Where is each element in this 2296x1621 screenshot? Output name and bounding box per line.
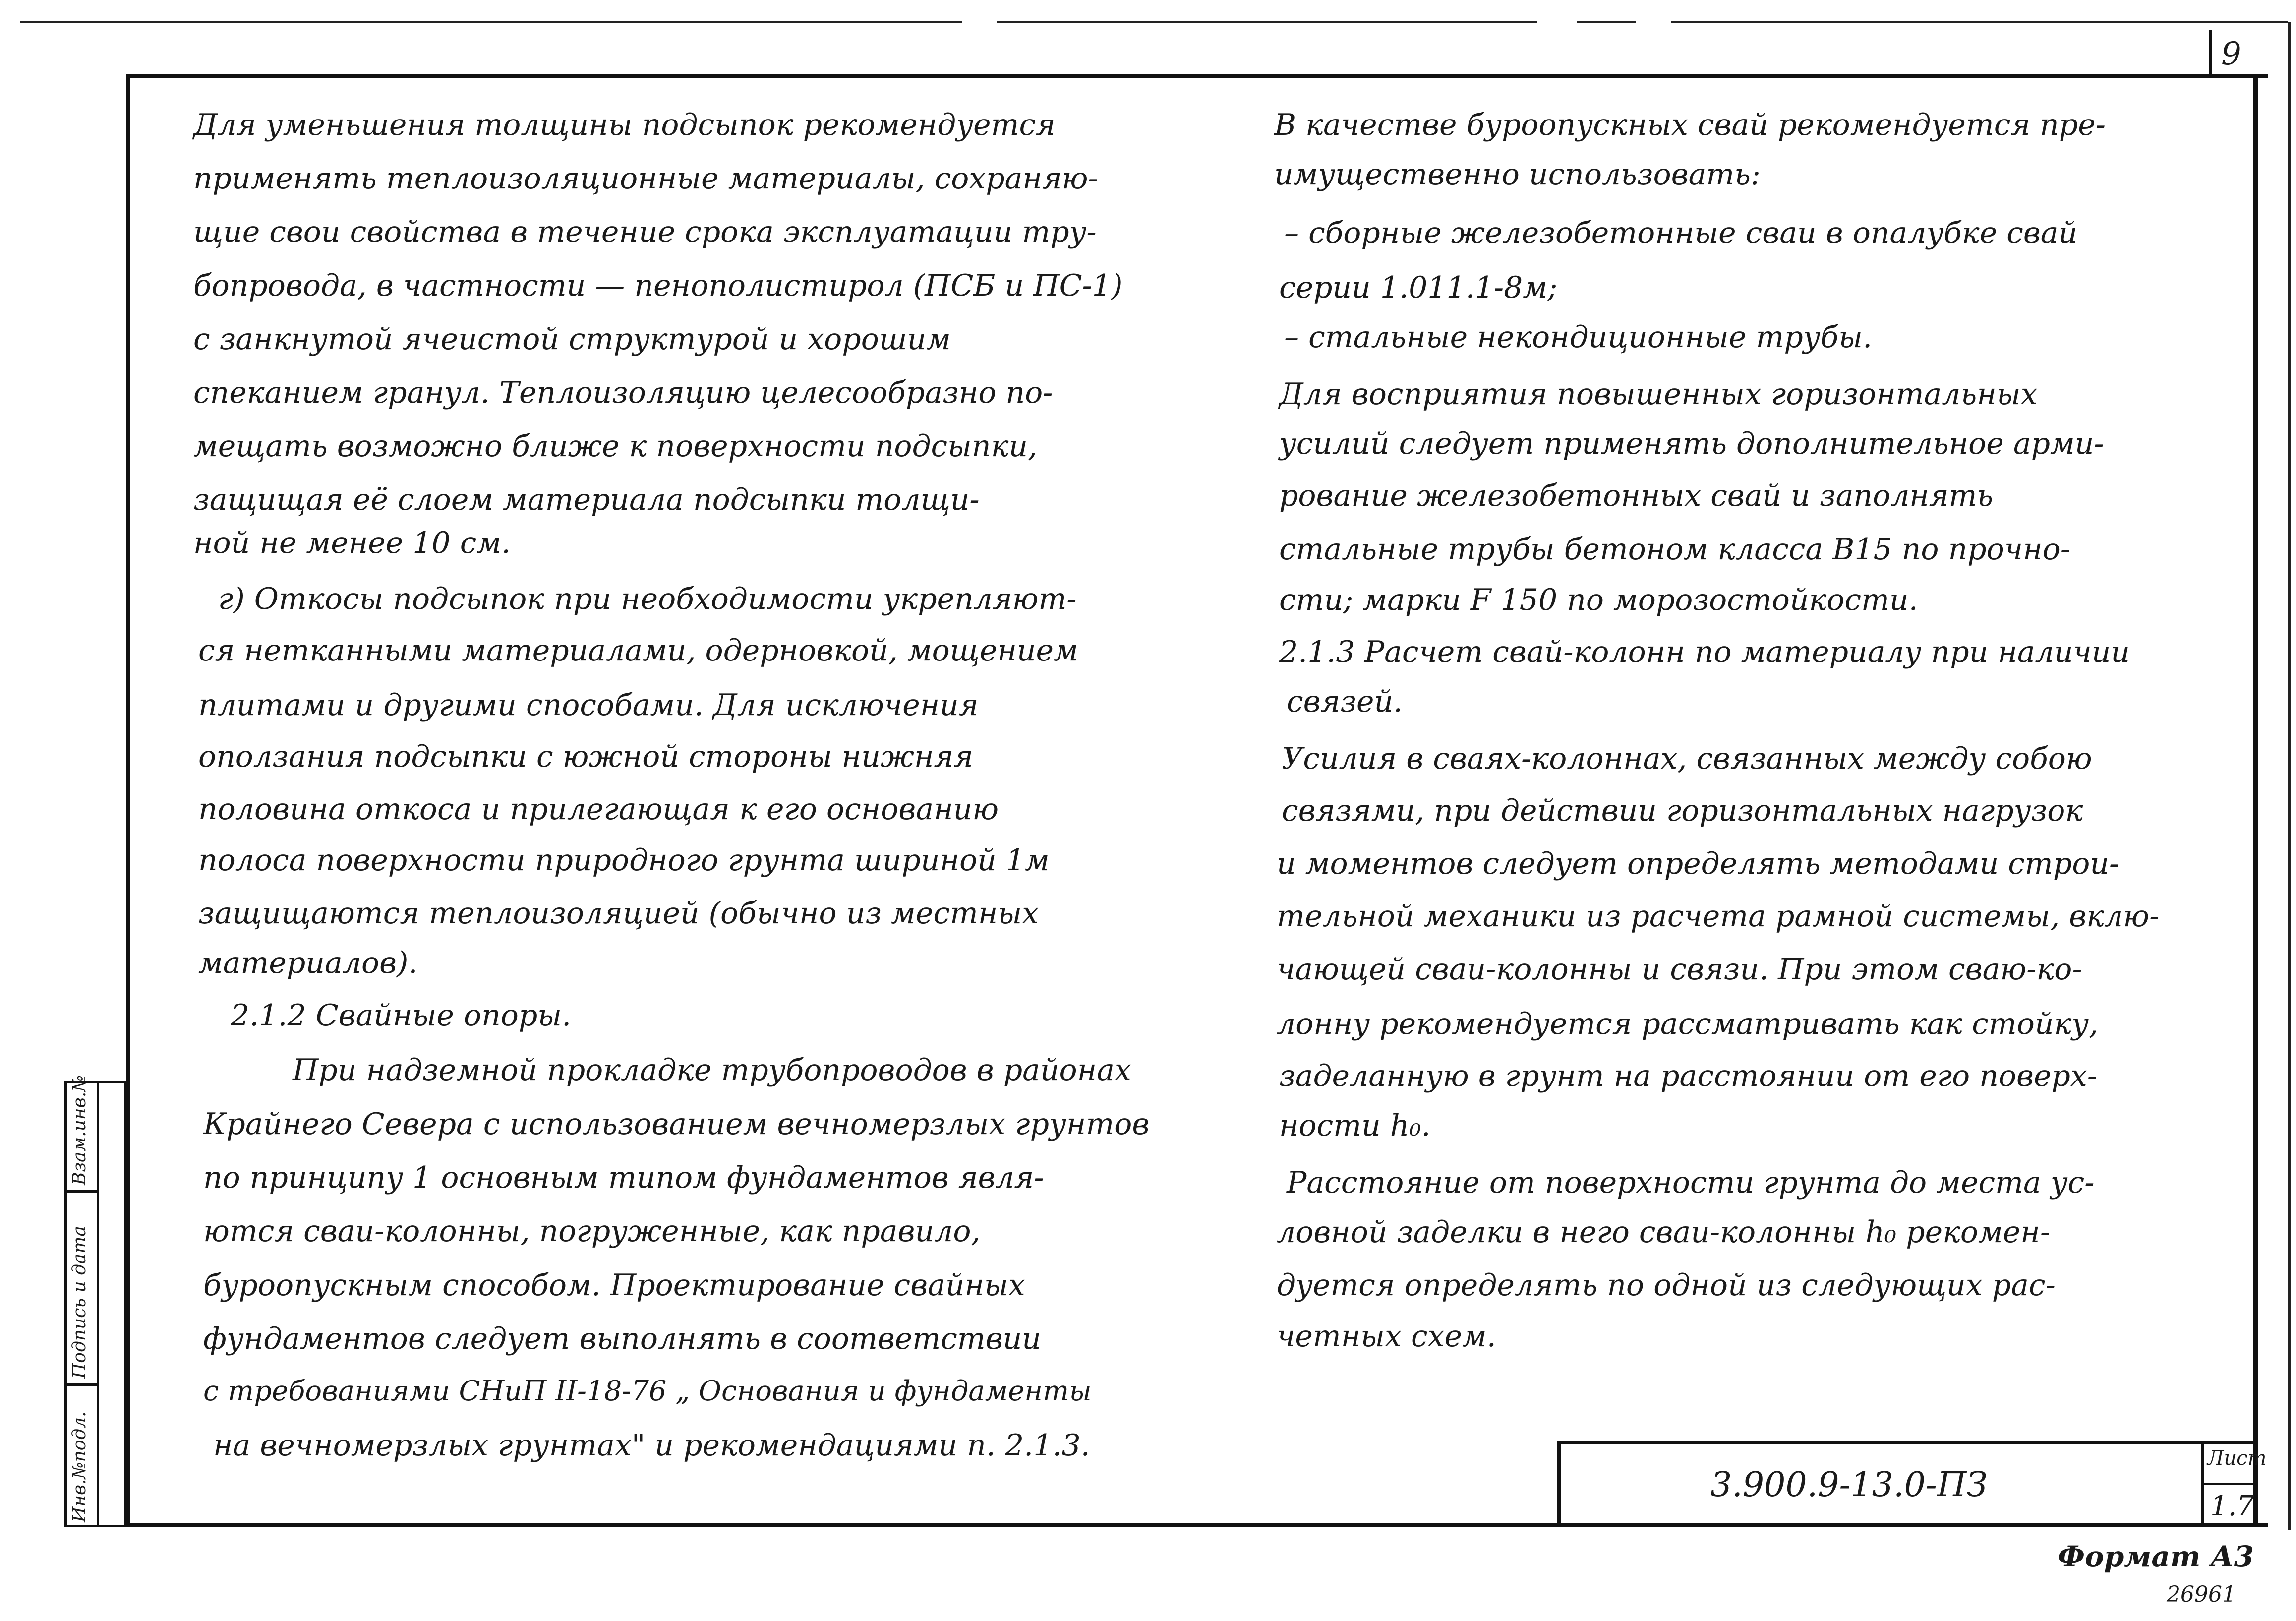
text-line: связями, при действии горизонтальных нагрузок: [1282, 793, 2083, 828]
text-line: фундаментов следует выполнять в соответствии: [203, 1321, 1041, 1356]
stamp-divider: [64, 1190, 99, 1193]
stamp-label: Подпись и дата: [69, 1226, 90, 1379]
drawing-frame-right: [2253, 74, 2258, 1527]
text-line: щие свои свойства в течение срока эксплуатации тру-: [193, 215, 1097, 249]
title-block-divider: [2201, 1483, 2256, 1485]
stamp-divider: [64, 1383, 99, 1386]
section-heading: 2.1.2 Свайные опоры.: [231, 998, 572, 1033]
text-line: сти; марки F 150 по морозостойкости.: [1279, 583, 1918, 617]
document-code: 3.900.9-13.0-ПЗ: [1710, 1465, 1988, 1504]
text-line: защищая её слоем материала подсыпки толщи-: [193, 482, 980, 517]
text-line: При надземной прокладке трубопроводов в районах: [293, 1053, 1131, 1087]
text-line: спеканием гранул. Теплоизоляцию целесообразно по-: [193, 375, 1053, 410]
text-line: заделанную в грунт на расстоянии от его поверх-: [1279, 1059, 2097, 1093]
text-line: чающей сваи-колонны и связи. При этом сваю-ко-: [1277, 952, 2082, 987]
text-line: лонну рекомендуется рассматривать как стойку,: [1277, 1007, 2099, 1041]
text-line: Расстояние от поверхности грунта до места ус-: [1287, 1165, 2095, 1200]
text-line: по принципу 1 основным типом фундаментов явля-: [203, 1160, 1044, 1195]
text-line: половина откоса и прилегающая к его основанию: [198, 792, 999, 827]
text-line: – сборные железобетонные сваи в опалубке свай: [1284, 216, 2078, 250]
outer-frame-right: [2288, 22, 2291, 1530]
sheet-index: 1.7: [2210, 1490, 2255, 1522]
text-line: четных схем.: [1277, 1319, 1496, 1354]
text-line: бопровода, в частности — пенополистирол (ПСБ и ПС-1): [193, 268, 1123, 303]
text-line: с требованиями СНиП II-18-76 „ Основания и фундаменты: [203, 1375, 1092, 1407]
top-rule: [997, 21, 1537, 23]
stamp-divider: [97, 1081, 99, 1527]
section-heading: 2.1.3 Расчет свай-колонн по материалу при наличии: [1279, 635, 2130, 669]
text-line: плитами и другими способами. Для исключения: [198, 688, 979, 722]
sheet-number: 9: [2221, 36, 2241, 72]
text-line: г) Откосы подсыпок при необходимости укрепляют-: [218, 582, 1077, 616]
text-line: стальные трубы бетоном класса В15 по прочно-: [1279, 532, 2071, 567]
text-line: усилий следует применять дополнительное арми-: [1279, 426, 2104, 461]
text-line: полоса поверхности природного грунта шириной 1м: [198, 843, 1050, 878]
sheet-label: Лист: [2207, 1447, 2267, 1470]
text-line: ности h₀.: [1279, 1108, 1431, 1143]
text-line: серии 1.011.1-8м;: [1279, 270, 1558, 305]
text-line: ной не менее 10 см.: [193, 526, 511, 560]
text-line: Для восприятия повышенных горизонтальных: [1279, 377, 2038, 412]
inventory-number: 26961: [2167, 1582, 2236, 1607]
text-line: на вечномерзлых грунтах" и рекомендациями п. 2.1.3.: [213, 1428, 1090, 1463]
text-line: мещать возможно ближе к поверхности подсыпки,: [193, 429, 1038, 464]
text-line: ся нетканными материалами, одерновкой, мощением: [198, 633, 1078, 668]
text-line: имущественно использовать:: [1274, 157, 1761, 192]
text-line: с занкнутой ячеистой структурой и хорошим: [193, 322, 951, 357]
text-line: ловной заделки в него сваи-колонны h₀ рекомен-: [1277, 1215, 2051, 1250]
top-rule: [1671, 21, 2288, 23]
text-line: тельной механики из расчета рамной системы, вклю-: [1277, 899, 2160, 934]
top-rule: [1577, 21, 1636, 23]
stamp-label: Взам.инв.№: [69, 1075, 90, 1185]
top-rule: [20, 21, 962, 23]
text-line: материалов).: [198, 946, 418, 980]
format-label: Формат А3: [2058, 1540, 2254, 1573]
text-line: дуется определять по одной из следующих рас-: [1277, 1268, 2056, 1303]
text-line: – стальные некондиционные трубы.: [1284, 320, 1873, 355]
text-line: ются сваи-колонны, погруженные, как правило,: [203, 1214, 981, 1249]
text-line: и моментов следует определять методами строи-: [1277, 846, 2119, 881]
text-line: В качестве буроопускных свай рекомендуется пре-: [1274, 108, 2106, 142]
text-line: буроопускным способом. Проектирование свайных: [203, 1268, 1025, 1303]
text-line: Усилия в сваях-колоннах, связанных между собою: [1282, 741, 2092, 776]
text-line: связей.: [1287, 684, 1403, 719]
text-line: рование железобетонных свай и заполнять: [1279, 479, 1994, 513]
text-line: защищаются теплоизоляцией (обычно из местных: [198, 896, 1039, 931]
stamp-label: Инв.№подл.: [69, 1411, 90, 1522]
text-line: Крайнего Севера с использованием вечномерзлых грунтов: [203, 1107, 1150, 1141]
text-line: оползания подсыпки с южной стороны нижняя: [198, 739, 974, 774]
text-line: применять теплоизоляционные материалы, сохраняю-: [193, 161, 1098, 196]
text-line: Для уменьшения толщины подсыпок рекомендуется: [193, 108, 1056, 142]
